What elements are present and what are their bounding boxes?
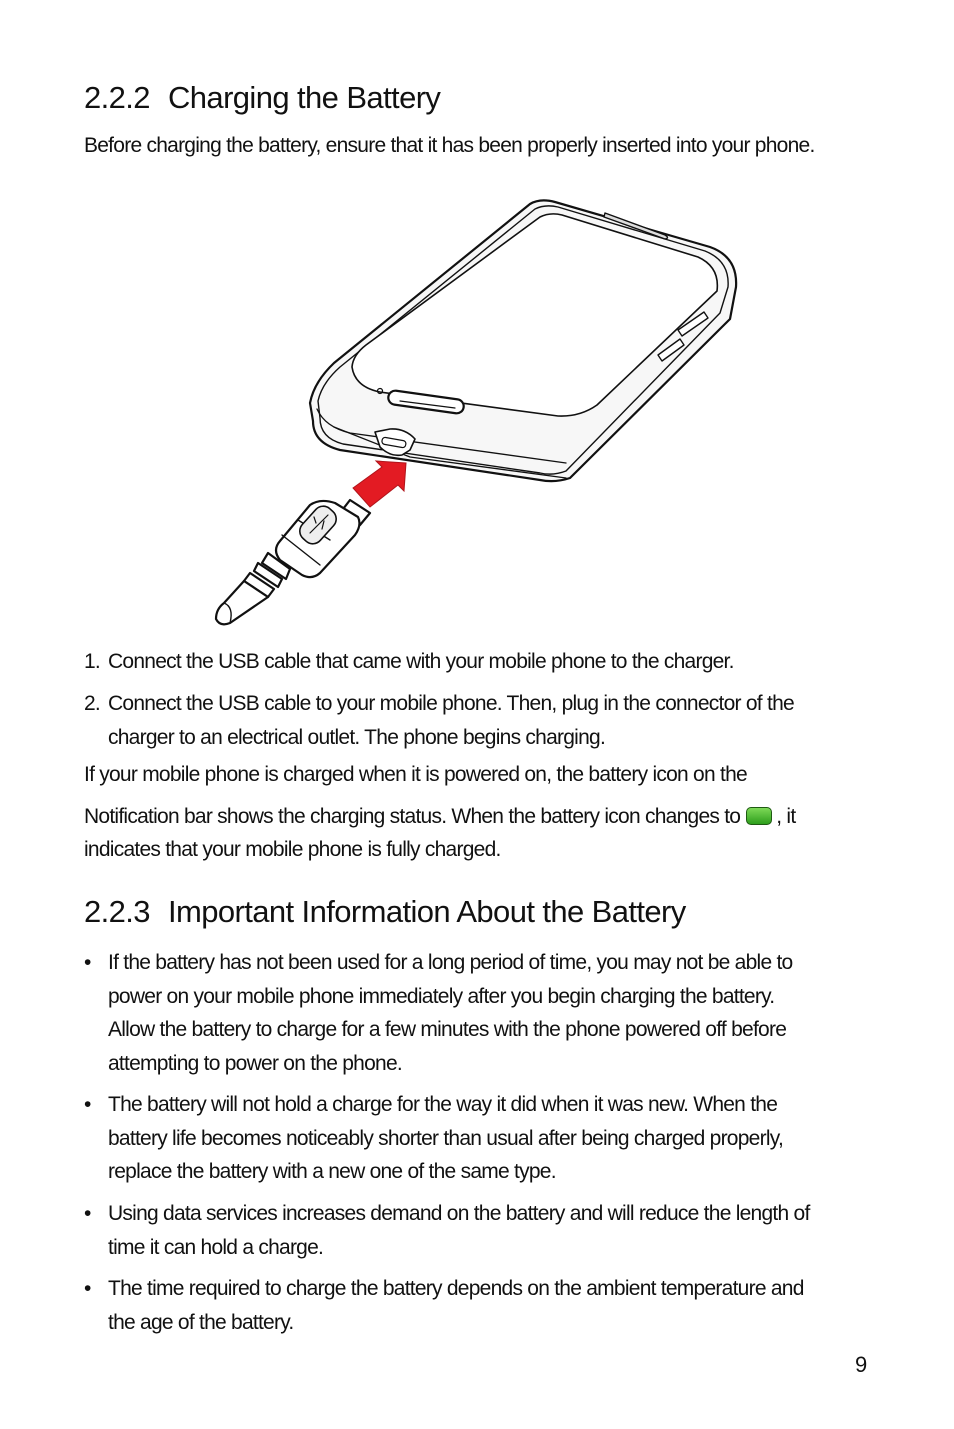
note-line-2 <box>84 800 795 834</box>
usb-connector-illustration <box>216 500 370 624</box>
step-number: 2. <box>84 692 101 715</box>
bullet-text: replace the battery with a new one of the same type. <box>108 1160 556 1183</box>
bullet-text: attempting to power on the phone. <box>108 1051 402 1075</box>
bullet-icon: • <box>84 1093 91 1116</box>
note-text: Notification bar shows the charging status. When the battery icon changes to <box>84 805 741 828</box>
bullet-item <box>84 946 884 1080</box>
bullet-text: If the battery has not been used for a long period of time, you may not be able to <box>108 951 793 974</box>
full-battery-icon <box>746 807 772 825</box>
section-title: Important Information About the Battery <box>168 894 686 929</box>
section-number: 2.2.3 <box>84 894 150 929</box>
intro-paragraph: Before charging the battery, ensure that it has been properly inserted into your phone. <box>84 134 815 157</box>
bullet-text: battery life becomes noticeably shorter than usual after being charged properly, <box>108 1126 784 1150</box>
step-text: Connect the USB cable that came with your mobile phone to the charger. <box>108 650 734 673</box>
step-number: 1. <box>84 650 101 673</box>
bullet-text: The battery will not hold a charge for the way it did when it was new. When the <box>108 1093 778 1116</box>
page-number: 9 <box>855 1352 868 1377</box>
bullet-icon: • <box>84 1277 91 1300</box>
section-heading-charging <box>84 80 440 116</box>
bullet-text: the age of the battery. <box>108 1310 294 1334</box>
section-title: Charging the Battery <box>168 80 441 115</box>
bullet-text: Using data services increases demand on the battery and will reduce the length of <box>108 1202 810 1225</box>
bullet-text: Allow the battery to charge for a few minutes with the phone powered off before <box>108 1018 787 1041</box>
step-1 <box>84 645 884 679</box>
step-text: Connect the USB cable to your mobile phone. Then, plug in the connector of the <box>108 692 794 715</box>
bullet-item <box>84 1088 884 1189</box>
bullet-icon: • <box>84 951 91 974</box>
bullet-text: The time required to charge the battery depends on the ambient temperature and <box>108 1277 804 1300</box>
bullet-text: time it can hold a charge. <box>108 1235 324 1259</box>
bullet-icon: • <box>84 1202 91 1225</box>
red-arrow-icon <box>353 461 406 507</box>
bullet-item <box>84 1272 884 1339</box>
note-line-1: If your mobile phone is charged when it is powered on, the battery icon on the <box>84 763 747 786</box>
bullet-item <box>84 1197 884 1264</box>
note-text: , it <box>776 805 796 828</box>
note-line-3: indicates that your mobile phone is fully charged. <box>84 838 501 861</box>
section-number: 2.2.2 <box>84 80 150 115</box>
bullet-text: power on your mobile phone immediately after you begin charging the battery. <box>108 984 775 1008</box>
charging-illustration <box>210 195 750 635</box>
step-2 <box>84 687 884 754</box>
phone-illustration <box>310 200 736 481</box>
step-text: charger to an electrical outlet. The phone begins charging. <box>108 725 606 749</box>
section-heading-important-info <box>84 894 686 930</box>
